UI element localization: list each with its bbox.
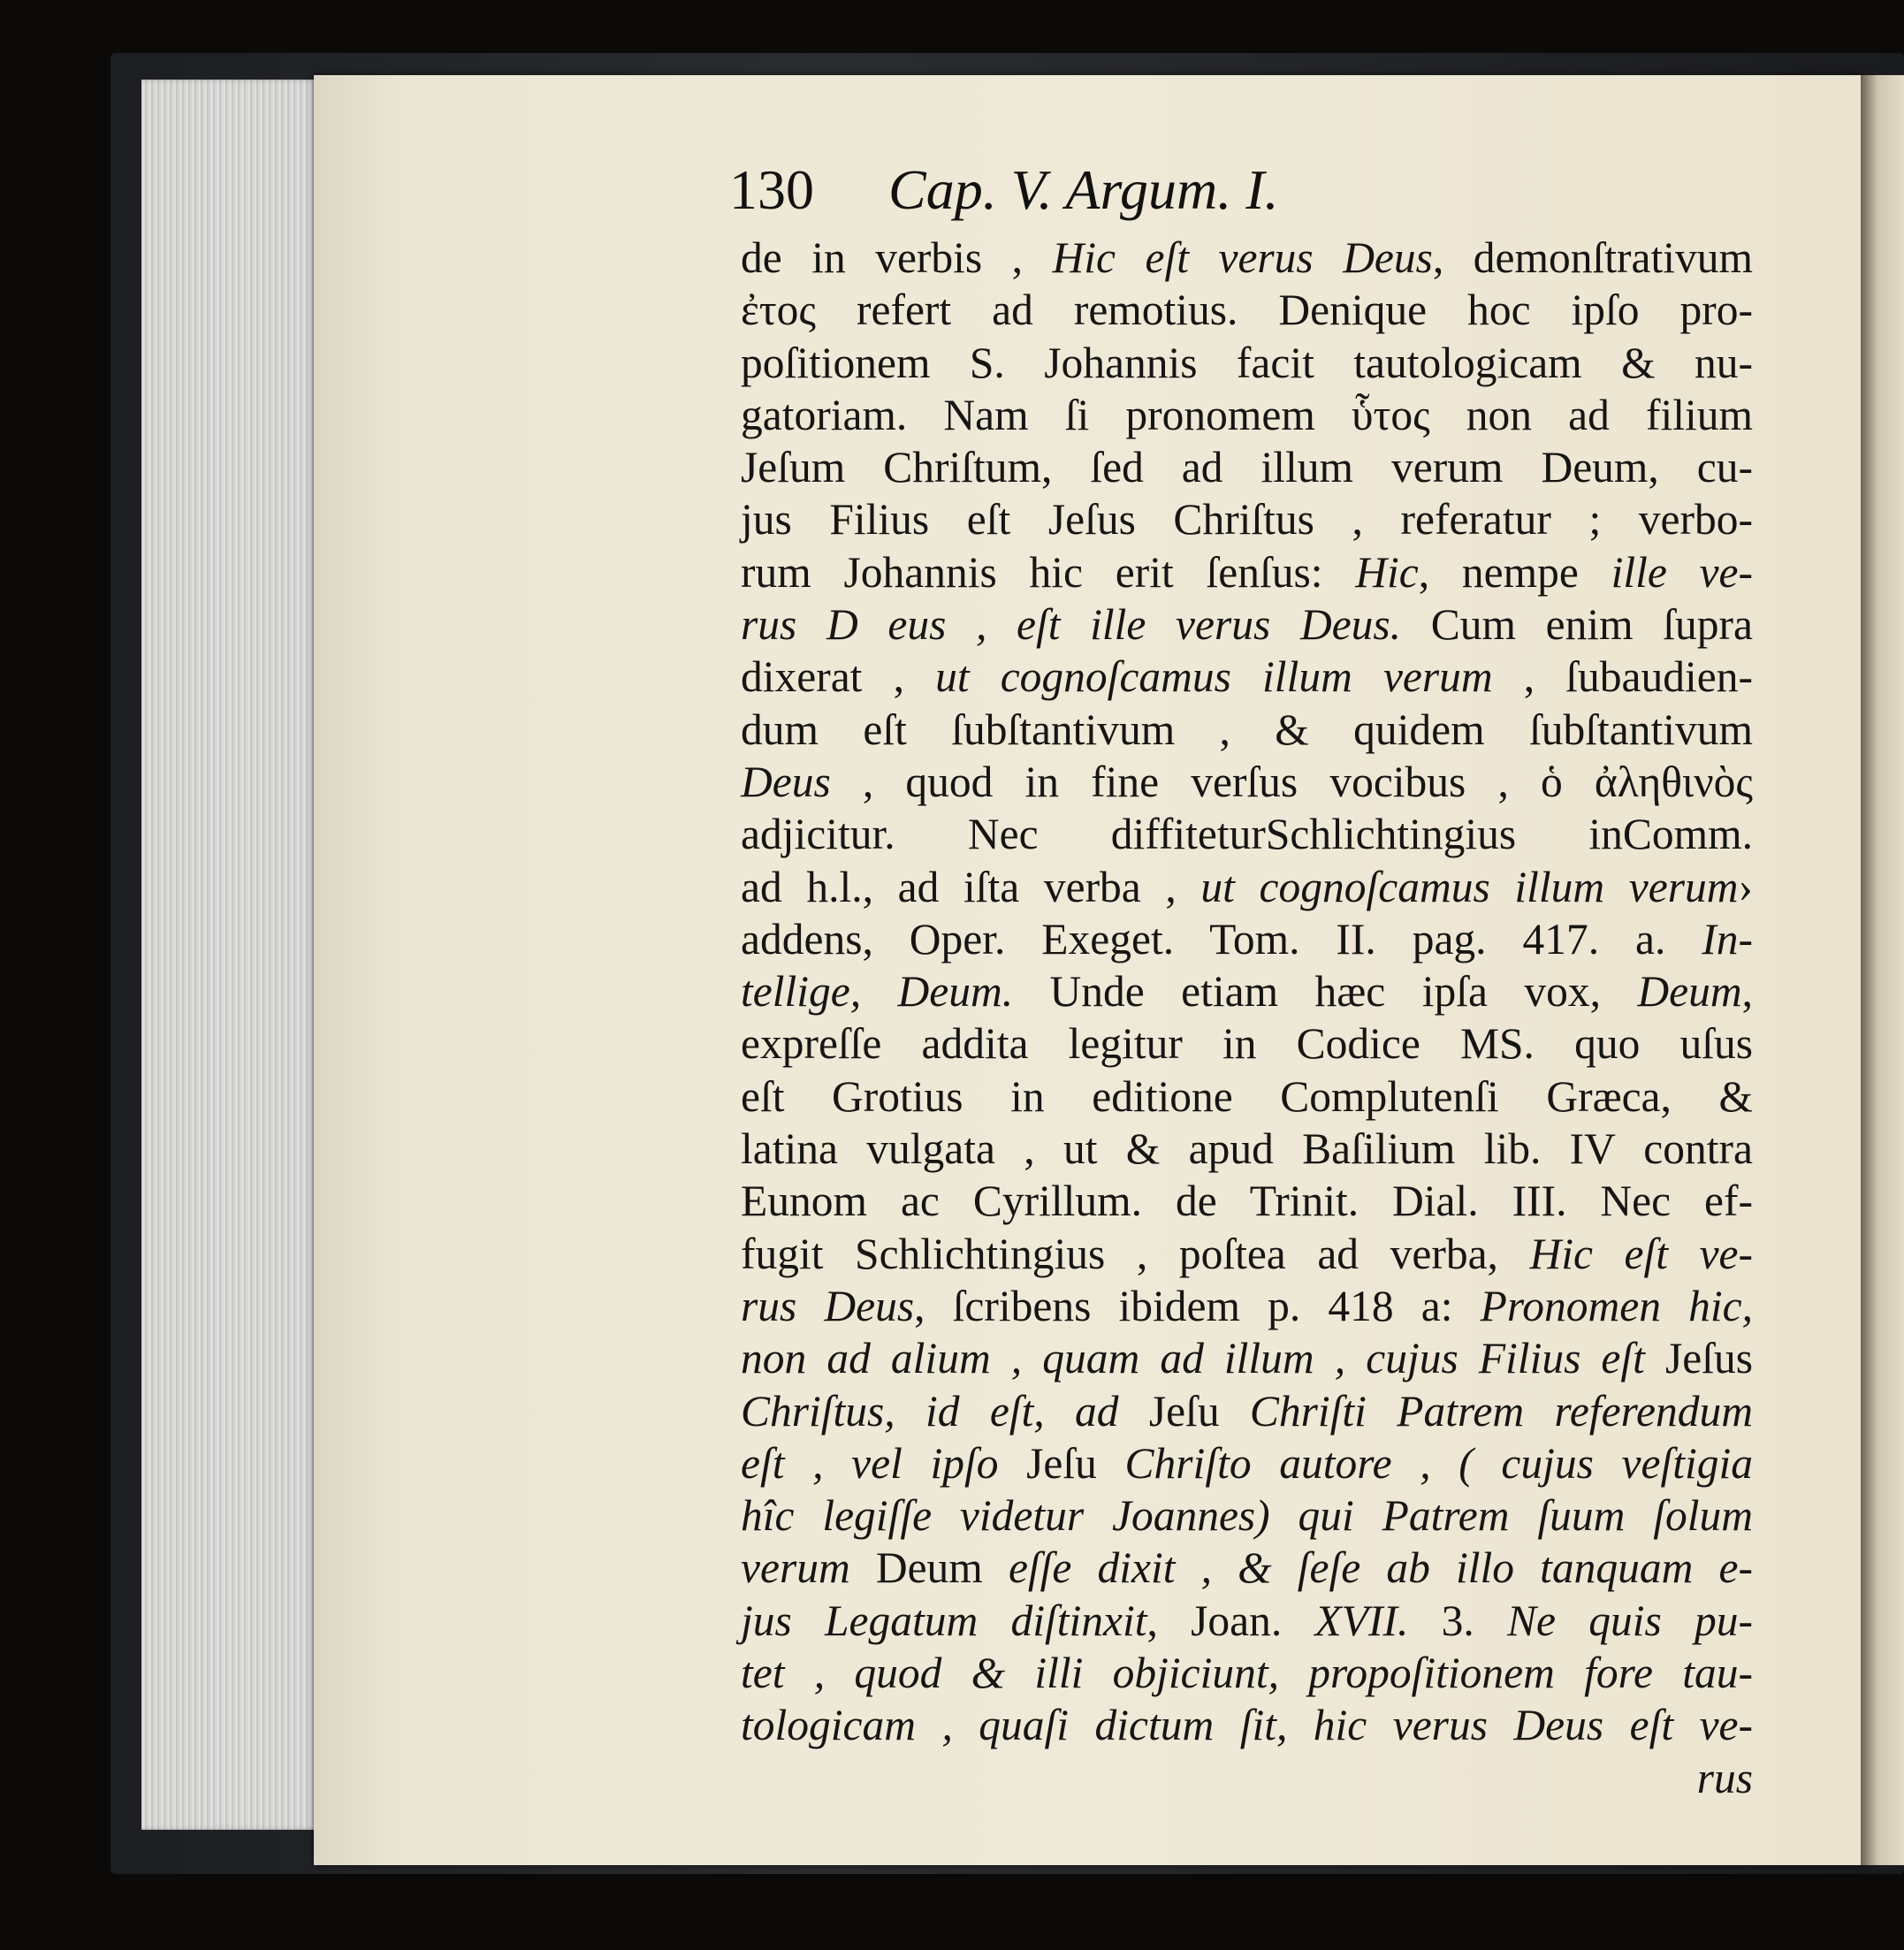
italic-text: rus D eus , eſt ille verus Deus. (741, 600, 1402, 650)
roman-text: eſt Grotius in editione Complutenſi Græca, & (741, 1071, 1753, 1121)
italic-text: Chriſto autore , ( cujus veſtigia (1124, 1438, 1753, 1488)
text-line (741, 1070, 1753, 1123)
italic-text: Hic (1355, 547, 1419, 597)
roman-text: de in verbis , (741, 233, 1053, 282)
body-text (741, 232, 1753, 1804)
text-line (741, 651, 1753, 703)
roman-text: Jeſu (1148, 1386, 1250, 1436)
roman-text: Eunom ac Cyrillum. de Trinit. Dial. III. Nec ef- (741, 1177, 1753, 1226)
italic-text: tet , quod & illi objiciunt, propoſitionem fore tau- (741, 1649, 1753, 1698)
text-line (741, 232, 1753, 284)
roman-text: 3. (1408, 1596, 1507, 1645)
text-line (741, 1542, 1753, 1594)
roman-text: fugit Schlichtingius , poſtea ad verba, (741, 1229, 1530, 1278)
italic-text: Pronomen hic, (1480, 1281, 1753, 1330)
text-line (741, 337, 1753, 389)
italic-text: Deus (741, 757, 831, 806)
text-line (741, 1385, 1753, 1437)
text-line (741, 704, 1753, 756)
roman-text: Unde etiam hæc ipſa vox, (1013, 967, 1638, 1017)
roman-text: addens, Oper. Exeget. Tom. II. pag. 417. a. (741, 914, 1702, 964)
roman-text: gatoriam. Nam ſi pronomem ὗτος non ad filium (741, 390, 1753, 439)
roman-text: › (1738, 862, 1753, 911)
roman-text: Jeſus (1665, 1334, 1753, 1383)
roman-text: poſitionem S. Johannis facit tautologicam & nu- (741, 338, 1753, 387)
text-line (741, 441, 1753, 493)
roman-text: ad h.l., ad iſta verba , (741, 862, 1201, 911)
roman-text: adjicitur. Nec diffiteturSchlichtingius inComm. (741, 810, 1753, 859)
italic-text: verum (741, 1543, 876, 1593)
roman-text: Deum (875, 1543, 1009, 1593)
text-line (741, 1595, 1753, 1647)
italic-text: hîc legiſſe videtur Joannes) qui Patrem ſuum ſolum (741, 1491, 1753, 1541)
text-line (741, 1175, 1753, 1227)
text-line (741, 1699, 1753, 1751)
roman-text: expreſſe addita legitur in Codice MS. quo uſus (741, 1019, 1753, 1069)
text-line (741, 1228, 1753, 1280)
roman-text: , (1741, 967, 1753, 1017)
text-line (741, 1332, 1753, 1384)
text-line (741, 493, 1753, 545)
roman-text: , nempe (1418, 547, 1611, 597)
catchword: rus (1696, 1753, 1753, 1802)
text-line (741, 1437, 1753, 1489)
italic-text: Deum (1637, 967, 1742, 1017)
italic-text: In- (1702, 914, 1753, 964)
text-line (741, 756, 1753, 808)
text-line (741, 1280, 1753, 1332)
text-line (741, 861, 1753, 913)
text-line (741, 389, 1753, 441)
italic-text: eſſe dixit , & ſeſe ab illo tanquam e- (1008, 1543, 1753, 1593)
text-line (741, 598, 1753, 651)
text-line (741, 1123, 1753, 1175)
italic-text: eſt , vel ipſo (741, 1438, 1027, 1488)
text-line (741, 913, 1753, 965)
running-head: Cap. V. Argum. I. (888, 158, 1279, 221)
italic-text: Hic eſt verus Deus (1052, 233, 1433, 282)
text-line (741, 546, 1753, 598)
italic-text: tologicam , quaſi dictum ſit, hic verus Deus eſt ve- (741, 1701, 1753, 1750)
roman-text: , Joan. (1146, 1596, 1315, 1645)
facing-page-edge (1861, 75, 1904, 1865)
text-line (741, 965, 1753, 1017)
text-line (741, 1647, 1753, 1699)
text-line (741, 284, 1753, 336)
italic-text: Hic eſt ve- (1529, 1229, 1754, 1278)
roman-text: , demonſtrativum (1432, 233, 1753, 282)
roman-text: rum Johannis hic erit ſenſus: (741, 547, 1356, 597)
italic-text: jus Legatum diſtinxit (741, 1596, 1147, 1645)
italic-text: Ne quis pu- (1506, 1596, 1753, 1645)
roman-text: Jeſu (1026, 1438, 1125, 1488)
italic-text: tellige, Deum. (741, 967, 1014, 1017)
italic-text: ut cognoſcamus illum verum (935, 652, 1493, 702)
roman-text: dixerat , (741, 652, 936, 702)
roman-text: latina vulgata , ut & apud Baſilium lib. IV contra (741, 1124, 1753, 1174)
roman-text: ἐτος refert ad remotius. Denique hoc ipſo pro- (741, 286, 1753, 335)
italic-text: ille ve- (1611, 547, 1753, 597)
roman-text: , quod in fine verſus vocibus , ὁ ἀληθινὸς (830, 757, 1753, 806)
roman-text: Jeſum Chriſtum, ſed ad illum verum Deum, cu- (741, 443, 1753, 492)
roman-text: , ſcribens ibidem p. 418 a: (914, 1281, 1481, 1330)
text-line (741, 1489, 1753, 1542)
page-edges (141, 80, 327, 1830)
page-number: 130 (729, 158, 814, 221)
page-header (729, 157, 1746, 232)
text-line (741, 808, 1753, 860)
italic-text: rus Deus (741, 1281, 915, 1330)
roman-text: Cum enim ſupra (1401, 600, 1754, 650)
roman-text: jus Filius eſt Jeſus Chriſtus , referatur ; verbo- (741, 495, 1753, 545)
roman-text: , ſubaudien- (1492, 652, 1753, 702)
italic-text: Chriſti Patrem referendum (1249, 1386, 1753, 1436)
italic-text: XVII. (1314, 1596, 1409, 1645)
italic-text: Chriſtus, id eſt, ad (741, 1386, 1149, 1436)
italic-text: non ad alium , quam ad illum , cujus Filius eſt (741, 1334, 1665, 1383)
text-line (741, 1017, 1753, 1070)
roman-text: dum eſt ſubſtantivum , & quidem ſubſtantivum (741, 705, 1753, 754)
italic-text: ut cognoſcamus illum verum (1200, 862, 1739, 911)
